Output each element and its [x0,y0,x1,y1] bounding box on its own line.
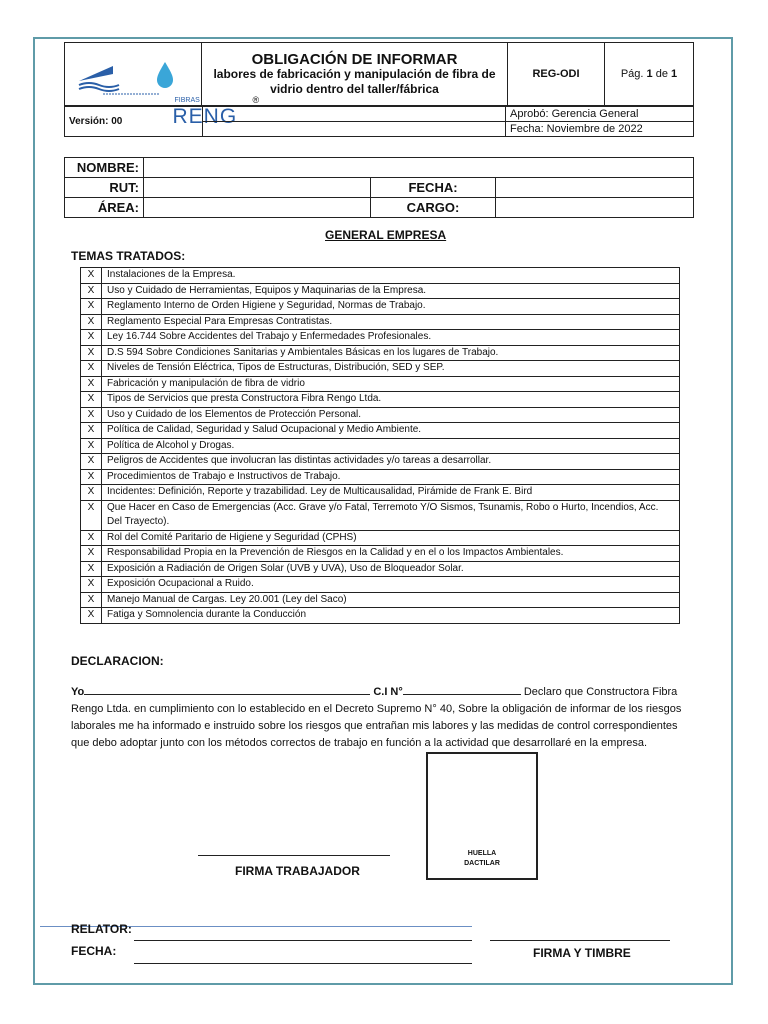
worker-signature-label: FIRMA TRABAJADOR [235,864,360,878]
topic-text: Responsabilidad Propia en la Prevención de Riesgos en la Calidad y en el o los Impactos Ambientales. [102,546,680,562]
page-prefix: Pág. [620,68,644,80]
topic-row [81,392,680,408]
dactilar-label: DACTILAR [464,860,500,867]
relator-label: RELATOR: [71,922,132,936]
declaration-title: DECLARACION: [71,654,164,668]
topic-row [81,407,680,423]
rut-label: RUT: [65,178,144,198]
header-title-cell [202,43,508,106]
topic-text: Fatiga y Somnolencia durante la Conducción [102,608,680,624]
topic-check-mark: X [81,268,102,284]
ci-label: C.I N° [373,686,403,698]
topic-text: Uso y Cuidado de los Elementos de Protección Personal. [102,407,680,423]
topic-row [81,485,680,501]
nombre-label: NOMBRE: [65,158,144,178]
page-of: de [655,68,668,80]
topic-check-mark: X [81,299,102,315]
header-blank-2 [203,122,506,137]
header-blank-1 [203,107,506,122]
topic-text: Manejo Manual de Cargas. Ley 20.001 (Ley del Saco) [102,592,680,608]
topic-check-mark: X [81,438,102,454]
topic-check-mark: X [81,376,102,392]
topic-row [81,608,680,624]
topic-check-mark: X [81,392,102,408]
cargo-label: CARGO: [371,198,496,218]
page-number [605,43,694,106]
topic-check-mark: X [81,469,102,485]
topic-row [81,592,680,608]
topic-text: Que Hacer en Caso de Emergencias (Acc. Grave y/o Fatal, Terremoto Y/O Sismos, Tsunamis, Robo o Hurto, Incendios, Acc. Del Trayecto). [102,500,680,530]
area-label: ÁREA: [65,198,144,218]
declaration-body: Declaro que Constructora Fibra Rengo Ltda. en cumplimiento con lo establecido en el Decreto Supremo N° 40, Sobre la obligación de informar de los riesgos laborales me ha informado e instruido sobre los riesgos que entrañan mis labores y las medidas de control correspondientes que debo adoptar junto con los métodos correctos de trabajo en función a la actividad que desarrollaré en la empresa. [71,686,682,749]
version-label: Versión: 00 [65,107,203,137]
topic-check-mark: X [81,608,102,624]
topic-row [81,299,680,315]
fingerprint-box [426,752,538,880]
fecha-label: FECHA: [371,178,496,198]
topic-row [81,500,680,530]
topic-text: Incidentes: Definición, Reporte y trazabilidad. Ley de Multicausalidad, Pirámide de Frank E. Bird [102,485,680,501]
topic-text: Ley 16.744 Sobre Accidentes del Trabajo y Enfermedades Profesionales. [102,330,680,346]
topic-row [81,268,680,284]
footer-date-line[interactable] [134,963,472,964]
topic-text: Tipos de Servicios que presta Constructora Fibra Rengo Ltda. [102,392,680,408]
logo-small-text: FIBRAS [174,96,200,104]
topic-check-mark: X [81,283,102,299]
fecha-field[interactable] [496,178,694,198]
topic-text: Rol del Comité Paritario de Higiene y Seguridad (CPHS) [102,530,680,546]
topic-check-mark: X [81,330,102,346]
topic-row [81,469,680,485]
topic-check-mark: X [81,314,102,330]
stamp-signature-label: FIRMA Y TIMBRE [533,946,631,960]
topic-text: Reglamento Especial Para Empresas Contratistas. [102,314,680,330]
topic-check-mark: X [81,423,102,439]
topic-text: Reglamento Interno de Orden Higiene y Seguridad, Normas de Trabajo. [102,299,680,315]
topic-text: Peligros de Accidentes que involucran las distintas actividades y/o tareas a desarrollar. [102,454,680,470]
declaration-text [71,683,691,752]
logo-main-text: RENG [172,104,238,128]
topic-check-mark: X [81,361,102,377]
topics-title: TEMAS TRATADOS: [71,249,186,263]
topic-row [81,423,680,439]
topic-check-mark: X [81,407,102,423]
header-date: Fecha: Noviembre de 2022 [506,122,694,137]
page-current: 1 [646,68,653,80]
worker-info-table [64,157,694,218]
topic-check-mark: X [81,485,102,501]
area-field[interactable] [144,198,371,218]
topic-check-mark: X [81,454,102,470]
topic-check-mark: X [81,561,102,577]
nombre-field[interactable] [144,158,694,178]
topic-text: D.S 594 Sobre Condiciones Sanitarias y Ambientales Básicas en los lugares de Trabajo. [102,345,680,361]
topic-check-mark: X [81,345,102,361]
stamp-signature-line[interactable] [490,940,670,941]
worker-signature-line[interactable] [198,855,390,856]
topic-text: Exposición a Radiación de Origen Solar (UVB y UVA), Uso de Bloqueador Solar. [102,561,680,577]
logo-registered: ® [252,94,260,105]
page-total: 1 [671,68,678,80]
section-title: GENERAL EMPRESA [325,228,447,242]
huella-label: HUELLA [467,850,497,857]
logo-graphic [73,48,193,98]
topic-row [81,376,680,392]
topic-text: Política de Alcohol y Drogas. [102,438,680,454]
topic-check-mark: X [81,592,102,608]
topic-row [81,438,680,454]
yo-label: Yo [71,686,85,698]
topic-row [81,314,680,330]
topic-row [81,361,680,377]
topic-text: Fabricación y manipulación de fibra de vidrio [102,376,680,392]
approved-by: Aprobó: Gerencia General [506,107,694,122]
topic-row [81,546,680,562]
topic-text: Instalaciones de la Empresa. [102,268,680,284]
topic-check-mark: X [81,530,102,546]
topic-row [81,283,680,299]
topic-row [81,454,680,470]
topic-check-mark: X [81,546,102,562]
topic-check-mark: X [81,500,102,530]
topic-check-mark: X [81,577,102,593]
topic-row [81,345,680,361]
rut-field[interactable] [144,178,371,198]
topics-table [80,267,680,624]
document-header-lower [64,106,694,137]
topic-row [81,530,680,546]
topic-text: Procedimientos de Trabajo e Instructivos de Trabajo. [102,469,680,485]
cargo-field[interactable] [496,198,694,218]
topic-text: Uso y Cuidado de Herramientas, Equipos y Maquinarias de la Empresa. [102,283,680,299]
topic-row [81,561,680,577]
topic-row [81,577,680,593]
topic-text: Niveles de Tensión Eléctrica, Tipos de Estructuras, Distribución, SED y SEP. [102,361,680,377]
footer-date-label: FECHA: [71,944,117,958]
name-blank[interactable] [84,683,370,695]
relator-line[interactable] [134,940,472,941]
document-code: REG-ODI [508,43,605,106]
document-subtitle: labores de fabricación y manipulación de fibra de vidrio dentro del taller/fábrica [213,66,496,96]
ci-blank[interactable] [403,683,521,695]
topic-row [81,330,680,346]
topic-text: Política de Calidad, Seguridad y Salud Ocupacional y Medio Ambiente. [102,423,680,439]
document-title: OBLIGACIÓN DE INFORMAR [251,50,458,68]
topic-text: Exposición Ocupacional a Ruido. [102,577,680,593]
